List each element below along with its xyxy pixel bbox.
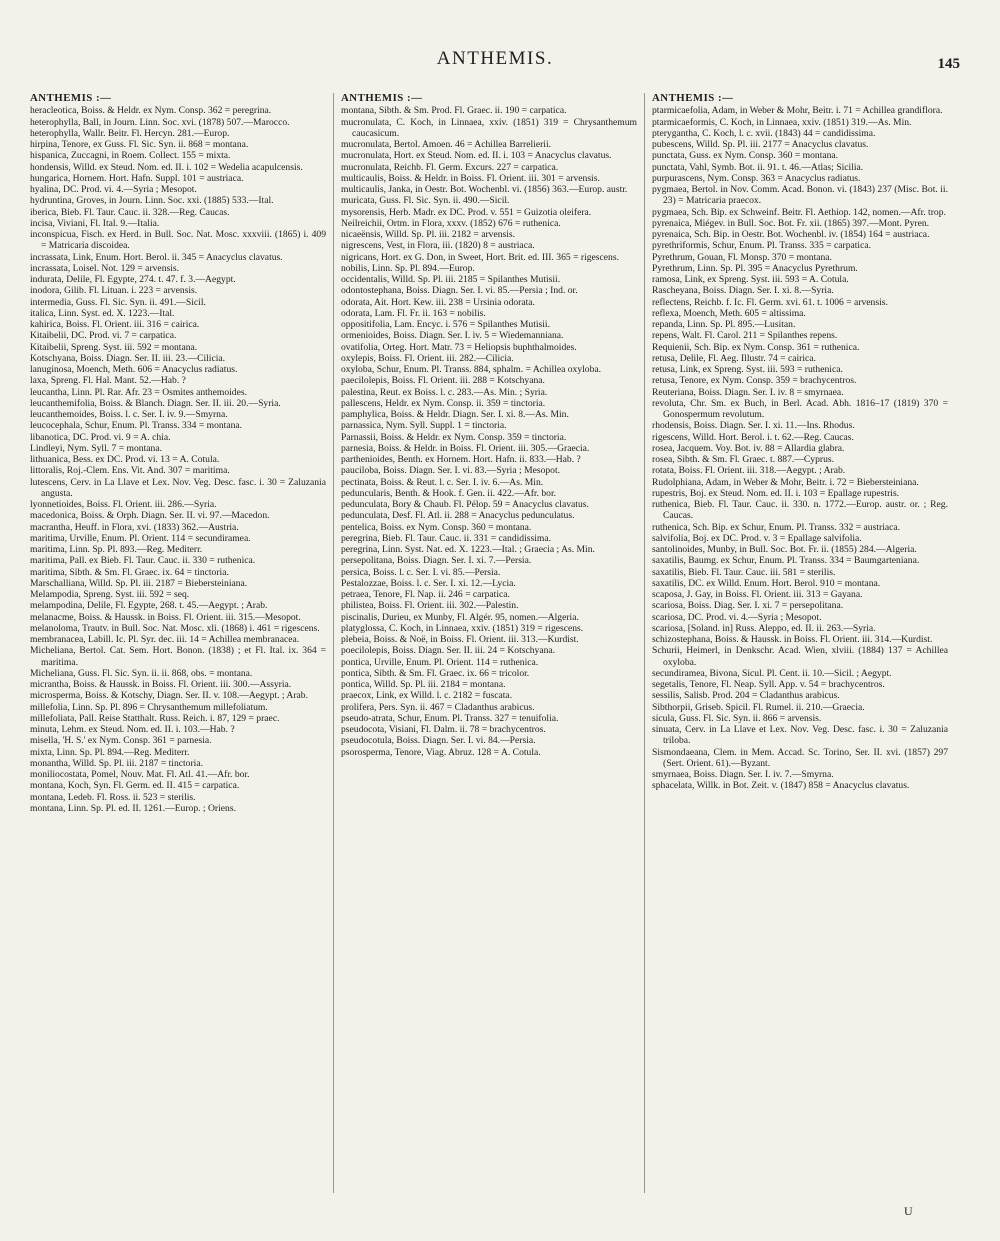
synonym-entry: pontica, Urville, Enum. Pl. Orient. 114 = ruthenica. [341,656,539,668]
synonym-entry: Micheliana, Guss. Fl. Sic. Syn. ii. ii. 868, obs. = montana. [30,667,253,679]
synonym-entry: lithuanica, Bess. ex DC. Prod. vi. 13 = A. Cotula. [30,454,220,465]
synonym-entry: odontostephana, Boiss. Diagn. Ser. I. vi. 85.—Persia ; Ind. or. [341,285,578,297]
synonym-entry: kahirica, Boiss. Fl. Orient. iii. 316 = cairica. [30,319,200,330]
synonym-entry: ptarmicaefolia, Adam, in Weber & Mohr, Beitr. i. 71 = Achillea grandiflora. [652,105,943,117]
synonym-entry: pontica, Sibth. & Sm. Fl. Graec. ix. 66 = tricolor. [341,667,530,679]
synonym-entry: incrassata, Link, Enum. Hort. Berol. ii. 345 = Anacyclus clavatus. [30,251,283,263]
synonym-entry: Lindleyi, Nym. Syll. 7 = montana. [30,442,162,454]
synonym-entry: hondensis, Willd. ex Steud. Nom. ed. II. i. 102 = Wedelia acapulcensis. [30,161,303,173]
synonym-entry: persica, Boiss. l. c. Ser. I. vi. 85.—Persia. [341,566,501,578]
synonym-entry: muricata, Guss. Fl. Sic. Syn. ii. 490.—Sicil. [341,195,510,207]
synonym-entry: iberica, Bieb. Fl. Taur. Cauc. ii. 328.—Reg. Caucas. [30,206,230,218]
synonym-entry: mysorensis, Herb. Madr. ex DC. Prod. v. 551 = Guizotia oleifera. [341,206,592,218]
synonym-entry: pygmaea, Sch. Bip. ex Schweinf. Beitr. Fl. Aethiop. 142, nomen.—Afr. trop. [652,206,946,218]
synonym-entry: millefoliata, Pall. Reise Statthalt. Russ. Reich. i. 87, 129 = praec. [30,712,280,724]
synonym-entry: saxatilis, DC. ex Willd. Enum. Hort. Berol. 910 = montana. [652,577,881,589]
synonym-entry: inodora, Gilib. Fl. Lituan. i. 223 = arvensis. [30,285,198,297]
synonym-entry: multicaulis, Janka, in Oestr. Bot. Wochenbl. vi. (1856) 363.—Europ. austr. [341,184,628,195]
synonym-entry: micrantha, Boiss. & Haussk. in Boiss. Fl. Orient. iii. 300.—Assyria. [30,679,292,690]
synonym-entry: pamphylica, Boiss. & Heldr. Diagn. Ser. I. xi. 8.—As. Min. [341,409,569,420]
column-heading: ANTHEMIS :— [341,93,423,104]
synonym-entry: pyrenaica, Sch. Bip. in Oestr. Bot. Wochenbl. iv. (1854) 164 = austriaca. [652,229,930,240]
synonym-entry: microsperma, Boiss. & Kotschy, Diagn. Ser. II. v. 108.—Aegypt. ; Arab. [30,690,309,702]
synonym-entry: rotata, Boiss. Fl. Orient. iii. 318.—Aegypt. ; Arab. [652,465,846,477]
synonym-entry: minuta, Lehm. ex Steud. Nom. ed. II. i. 103.—Hab. ? [30,724,235,735]
synonym-entry: pyrethriformis, Schur, Enum. Pl. Transs. 335 = carpatica. [652,240,871,252]
synonym-entry: pedunculata, Bory & Chaub. Fl. Pélop. 59 = Anacyclus clavatus. [341,499,589,510]
synonym-entry: misella, 'H. S.' ex Nym. Consp. 361 = parnesia. [30,735,212,747]
synonym-entry: retusa, Delile, Fl. Aeg. Illustr. 74 = cairica. [652,352,816,364]
synonym-entry: platyglossa, C. Koch, in Linnaea, xxiv. (1851) 319 = rigescens. [341,622,584,634]
synonym-entry: pallescens, Heldr. ex Nym. Consp. ii. 359 = tinctoria. [341,397,546,409]
synonym-entry: Rudolphiana, Adam, in Weber & Mohr, Beitr. i. 72 = Biebersteiniana. [652,476,919,488]
synonym-entry: rigescens, Willd. Hort. Berol. i. t. 62.—Reg. Caucas. [652,431,854,443]
synonym-entry: ruthenica, Sch. Bip. ex Schur, Enum. Pl. Transs. 332 = austriaca. [652,521,901,533]
synonym-entry: punctata, Vahl, Symb. Bot. ii. 91. t. 46.—Atlas; Sicilia. [652,161,864,173]
synonym-entry: ramosa, Link, ex Spreng. Syst. iii. 593 = A. Cotula. [652,274,849,285]
synonym-entry: indurata, Delile, Fl. Egypte, 274. t. 47. f. 3.—Aegypt. [30,274,236,285]
synonym-entry: maritima, Pall. ex Bieb. Fl. Taur. Cauc. ii. 330 = ruthenica. [30,555,256,567]
synonym-entry: purpurascens, Nym. Consp. 363 = Anacyclus radiatus. [652,172,861,184]
synonym-entry: rosea, Jacquem. Voy. Bot. iv. 88 = Allardia glabra. [652,442,845,454]
synonym-entry: melanoloma, Trautv. in Bull. Soc. Nat. Mosc. xli. (1868) i. 461 = rigescens. [30,622,320,634]
synonym-entry: psorosperma, Tenore, Viag. Abruz. 128 = A. Cotula. [341,746,541,758]
synonym-entry: prolifera, Pers. Syn. ii. 467 = Cladanthus arabicus. [341,701,535,713]
column-heading: ANTHEMIS :— [652,93,734,104]
synonym-entry: nicaeënsis, Willd. Sp. Pl. iii. 2182 = arvensis. [341,229,516,240]
synonym-entry: santolinoides, Munby, in Bull. Soc. Bot. Fr. ii. (1855) 284.—Algeria. [652,544,917,555]
synonym-entry: Melampodia, Spreng. Syst. iii. 592 = seq. [30,589,190,600]
synonym-entry: peregrina, Linn. Syst. Nat. ed. X. 1223.—Ital. ; Graecia ; As. Min. [341,544,595,555]
synonym-entry: melampodina, Delile, Fl. Egypte, 268. t. 45.—Aegypt. ; Arab. [30,600,268,612]
synonym-entry: salvifolia, Boj. ex DC. Prod. v. 3 = Epallage salvifolia. [652,532,862,544]
synonym-entry: Pyrethrum, Linn. Sp. Pl. 395 = Anacyclus Pyrethrum. [652,262,858,274]
synonym-entry: Micheliana, Bertol. Cat. Sem. Hort. Bonon. (1838) ; et Fl. Ital. ix. 364 = maritima. [30,645,326,668]
synonym-entry: macedonica, Boiss. & Orph. Diagn. Ser. II. vi. 97.—Macedon. [30,510,270,522]
synonym-entry: sicula, Guss. Fl. Sic. Syn. ii. 866 = arvensis. [652,712,822,724]
running-head: ANTHEMIS. [436,48,554,69]
synonym-entry: hydruntina, Groves, in Journ. Linn. Soc. xxi. (1885) 533.—Ital. [30,195,274,207]
synonym-entry: montana, Linn. Sp. Pl. ed. II. 1261.—Europ. ; Oriens. [30,802,236,814]
synonym-entry: Pyrethrum, Gouan, Fl. Monsp. 370 = montana. [652,251,832,263]
synonym-entry: palestina, Reut. ex Boiss. l. c. 283.—As. Min. ; Syria. [341,386,548,398]
synonym-entry: pentelica, Boiss. ex Nym. Consp. 360 = montana. [341,521,532,533]
synonym-entry: peregrina, Bieb. Fl. Taur. Cauc. ii. 331 = candidissima. [341,532,551,544]
synonym-entry: montana, Sibth. & Sm. Prod. Fl. Graec. ii. 190 = carpatica. [341,105,567,117]
synonym-entry: membranacea, Labill. Ic. Pl. Syr. dec. iii. 14 = Achillea membranacea. [30,634,300,645]
synonym-entry: pubescens, Willd. Sp. Pl. iii. 2177 = Anacyclus clavatus. [652,139,869,150]
synonym-entry: intermedia, Guss. Fl. Sic. Syn. ii. 491.—Sicil. [30,296,206,308]
synonym-entry: lutescens, Cerv. in La Llave et Lex. Nov. Veg. Desc. fasc. i. 30 = Zaluzania angusta. [30,476,326,499]
synonym-entry: hirpina, Tenore, ex Guss. Fl. Sic. Syn. ii. 868 = montana. [30,139,249,150]
column-heading: ANTHEMIS :— [30,93,112,104]
synonym-entry: heracleotica, Boiss. & Heldr. ex Nym. Consp. 362 = peregrina. [30,105,272,117]
synonym-entry: millefolia, Linn. Sp. Pl. 896 = Chrysanthemum millefoliatum. [30,701,268,713]
synonym-entry: pseudocotula, Boiss. Diagn. Ser. I. vi. 84.—Persia. [341,735,536,747]
synonym-entry: revoluta, Chr. Sm. ex Buch, in Berl. Acad. Abh. 1816–17 (1819) 370 = Gonospermum revolutum. [652,397,948,420]
synonym-entry: oxyloba, Schur, Enum. Pl. Transs. 884, sphalm. = Achillea oxyloba. [341,364,602,375]
synonym-entry: littoralis, Roj.-Clem. Ens. Vit. And. 307 = maritima. [30,465,230,477]
synonym-entry: maritima, Urville, Enum. Pl. Orient. 114 = secundiramea. [30,532,251,544]
synonym-entry: monantha, Willd. Sp. Pl. iii. 2187 = tinctoria. [30,757,203,769]
synonym-entry: Kitaibelii, Spreng. Syst. iii. 592 = montana. [30,341,198,353]
synonym-entry: ptarmicaeformis, C. Koch, in Linnaea, xxiv. (1851) 319.—As. Min. [652,116,912,128]
synonym-entry: ovatifolia, Orteg. Hort. Matr. 73 = Heliopsis buphthalmoides. [341,341,577,353]
synonym-entry: nigricans, Hort. ex G. Don, in Sweet, Hort. Brit. ed. III. 365 = rigescens. [341,251,619,263]
synonym-entry: pyrenaica, Miégev. in Bull. Soc. Bot. Fr. xii. (1865) 397.—Mont. Pyren. [652,217,930,229]
synonym-entry: macrantha, Heuff. in Flora, xvi. (1833) 362.—Austria. [30,521,239,533]
synonym-entry: scariosa, [Soland. in] Russ. Aleppo, ed. II. ii. 263.—Syria. [652,622,876,634]
synonym-entry: rupestris, Boj. ex Steud. Nom. ed. II. i. 103 = Epallage rupestris. [652,487,900,499]
synonym-entry: montana, Ledeb. Fl. Ross. ii. 523 = sterilis. [30,791,196,803]
synonym-entry: Marschalliana, Willd. Sp. Pl. iii. 2187 = Biebersteiniana. [30,577,248,589]
synonym-entry: leucanthemoides, Boiss. l. c. Ser. I. iv. 9.—Smyrna. [30,409,228,420]
synonym-entry: heterophylla, Ball, in Journ. Linn. Soc. xvi. (1878) 507.—Marocco. [30,116,290,128]
synonym-entry: parthenioides, Benth. ex Hornem. Hort. Hafn. ii. 833.—Hab. ? [341,454,581,465]
synonym-entry: saxatilis, Baumg. ex Schur, Enum. Pl. Transs. 334 = Baumgarteniana. [652,555,920,567]
synonym-entry: odorata, Lam. Fl. Fr. ii. 163 = nobilis. [341,307,486,319]
page-number: 145 [937,56,960,72]
synonym-entry: leucocephala, Schur, Enum. Pl. Transs. 334 = montana. [30,420,243,432]
synonym-entry: inconspicua, Fisch. ex Herd. in Bull. Soc. Nat. Mosc. xxxviii. (1865) i. 409 = Matricaria discoidea. [30,229,326,252]
synonym-entry: plebeia, Boiss. & Noë, in Boiss. Fl. Orient. iii. 313.—Kurdist. [341,634,579,645]
synonym-entry: leucantha, Linn. Pl. Rar. Afr. 23 = Osmites anthemoides. [30,386,247,398]
synonym-entry: pseudo-atrata, Schur, Enum. Pl. Transs. 327 = tenuifolia. [341,712,559,724]
signature-mark: U [904,1204,913,1218]
synonym-entry: segetalis, Tenore, Fl. Neap. Syll. App. v. 54 = brachycentros. [652,679,885,690]
synonym-entry: sinuata, Cerv. in La Llave et Lex. Nov. Veg. Desc. fasc. i. 30 = Zaluzania triloba. [652,724,948,747]
synonym-entry: Reuteriana, Boiss. Diagn. Ser. I. iv. 8 = smyrnaea. [652,386,844,398]
column-2 [341,93,637,1213]
synonym-entry: occidentalis, Willd. Sp. Pl. iii. 2185 = Spilanthes Mutisii. [341,274,561,285]
synonym-entry: pedunculata, Desf. Fl. Atl. ii. 288 = Anacyclus pedunculatus. [341,510,575,522]
synonym-entry: maritima, Sibth. & Sm. Fl. Graec. ix. 64 = tinctoria. [30,566,229,578]
synonym-entry: incisa, Viviani, Fl. Ital. 9.—Italia. [30,217,160,229]
text-columns [30,93,960,1213]
synonym-entry: ormenioides, Boiss. Diagn. Ser. I. iv. 5 = Wiedemanniana. [341,330,564,342]
column-divider [333,93,334,1193]
synonym-entry: melanacme, Boiss. & Haussk. in Boiss. Fl. Orient. iii. 315.—Mesopot. [30,611,301,623]
synonym-entry: poecilolepis, Boiss. Diagn. Ser. II. iii. 24 = Kotschyana. [341,645,556,657]
synonym-entry: reflexa, Moench, Meth. 605 = altissima. [652,307,806,319]
synonym-entry: pectinata, Boiss. & Reut. l. c. Ser. I. iv. 6.—As. Min. [341,476,544,488]
synonym-entry: pauciloba, Boiss. Diagn. Ser. I. vi. 83.—Syria ; Mesopot. [341,465,561,477]
synonym-entry: hungarica, Hornem. Hort. Hafn. Suppl. 101 = austriaca. [30,172,244,184]
synonym-entry: laxa, Spreng. Fl. Hal. Mant. 52.—Hab. ? [30,375,186,387]
synonym-entry: Sismondaeana, Clem. in Mem. Accad. Sc. Torino, Ser. II. xvi. (1857) 297 (Sert. Orient. 61).—Byzant. [652,746,948,769]
synonym-entry: heterophylla, Wallr. Beitr. Fl. Hercyn. 281.—Europ. [30,127,230,139]
synonym-entry: pygmaea, Bertol. in Nov. Comm. Acad. Bonon. vi. (1843) 237 (Misc. Bot. ii. 23) = Matricaria praecox. [652,184,948,207]
synonym-entry: punctata, Guss. ex Nym. Consp. 360 = montana. [652,150,839,162]
synonym-entry: lanuginosa, Moench, Meth. 606 = Anacyclus radiatus. [30,364,238,375]
synonym-entry: italica, Linn. Syst. ed. X. 1223.—Ital. [30,307,175,319]
synonym-entry: persepolitana, Boiss. Diagn. Ser. I. xi. 7.—Persia. [341,555,532,567]
synonym-entry: scaposa, J. Gay, in Boiss. Fl. Orient. iii. 313 = Gayana. [652,589,863,600]
synonym-entry: oxylepis, Boiss. Fl. Orient. iii. 282.—Cilicia. [341,352,514,364]
page-header [30,48,960,80]
synonym-entry: retusa, Tenore, ex Nym. Consp. 359 = brachycentros. [652,375,857,387]
synonym-entry: petraea, Tenore, Fl. Nap. ii. 246 = carpatica. [341,589,510,600]
synonym-entry: sphacelata, Willk. in Bot. Zeit. v. (1847) 858 = Anacyclus clavatus. [652,780,910,792]
synonym-entry: libanotica, DC. Prod. vi. 9 = A. chia. [30,431,171,443]
column-divider [644,93,645,1193]
synonym-entry: parnassica, Nym. Syll. Suppl. 1 = tinctoria. [341,420,507,432]
synonym-entry: Kotschyana, Boiss. Diagn. Ser. II. iii. 23.—Cilicia. [30,352,226,364]
column-3 [652,93,948,1213]
synonym-entry: hyalina, DC. Prod. vi. 4.—Syria ; Mesopot. [30,184,197,195]
synonym-entry: repens, Walt. Fl. Carol. 211 = Spilanthes repens. [652,330,838,342]
synonym-entry: paecilolepis, Boiss. Fl. Orient. iii. 288 = Kotschyana. [341,375,545,387]
synonym-entry: ruthenica, Bieb. Fl. Taur. Cauc. ii. 330. n. 1772.—Europ. austr. or. ; Reg. Caucas. [652,499,948,522]
synonym-entry: smyrnaea, Boiss. Diagn. Ser. I. iv. 7.—Smyrna. [652,769,834,780]
synonym-entry: moniliocostata, Pomel, Nouv. Mat. Fl. Atl. 41.—Afr. bor. [30,769,250,780]
synonym-entry: schizostephana, Boiss. & Haussk. in Boiss. Fl. Orient. iii. 314.—Kurdist. [652,634,933,645]
synonym-entry: praecox, Link, ex Willd. l. c. 2182 = fuscata. [341,690,513,702]
synonym-entry: nobilis, Linn. Sp. Pl. 894.—Europ. [341,262,475,274]
synonym-entry: Schurii, Heimerl, in Denkschr. Acad. Wien, xlviii. (1884) 137 = Achillea oxyloba. [652,645,948,668]
synonym-entry: piscinalis, Durieu, ex Munby, Fl. Algér. 95, nomen.—Algeria. [341,611,579,623]
synonym-entry: parnesia, Boiss. & Heldr. in Boiss. Fl. Orient. iii. 305.—Graecia. [341,442,590,454]
synonym-entry: reflectens, Reichb. f. Ic. Fl. Germ. xvi. 61. t. 1006 = arvensis. [652,296,888,308]
synonym-entry: scariosa, DC. Prod. vi. 4.—Syria ; Mesopot. [652,611,822,623]
synonym-entry: oppositifolia, Lam. Encyc. i. 576 = Spilanthes Mutisii. [341,319,550,330]
synonym-entry: pterygantha, C. Koch, l. c. xvii. (1843) 44 = candidissima. [652,127,876,139]
synonym-entry: hispanica, Zuccagni, in Roem. Collect. 155 = mixta. [30,150,231,162]
synonym-entry: saxatilis, Bieb. Fl. Taur. Cauc. iii. 581 = sterilis. [652,566,836,578]
synonym-entry: retusa, Link, ex Spreng. Syst. iii. 593 = ruthenica. [652,364,843,375]
synonym-entry: rhodensis, Boiss. Diagn. Ser. I. xi. 11.—Ins. Rhodus. [652,420,855,432]
synonym-entry: sessilis, Salisb. Prod. 204 = Cladanthus arabicus. [652,690,840,702]
synonym-entry: repanda, Linn. Sp. Pl. 895.—Lusitan. [652,319,796,330]
synonym-entry: Rascheyana, Boiss. Diagn. Ser. I. xi. 8.—Syria. [652,285,834,297]
synonym-entry: maritima, Linn. Sp. Pl. 893.—Reg. Mediterr. [30,544,203,555]
synonym-entry: mucronulata, Reichb. Fl. Germ. Excurs. 227 = carpatica. [341,161,559,173]
synonym-entry: mixta, Linn. Sp. Pl. 894.—Reg. Mediterr. [30,746,190,758]
synonym-entry: montana, Koch, Syn. Fl. Germ. ed. II. 415 = carpatica. [30,780,240,792]
synonym-entry: incrassata, Loisel. Not. 129 = arvensis. [30,262,180,274]
column-1 [30,93,326,1213]
synonym-entry: Parnassii, Boiss. & Heldr. ex Nym. Consp. 359 = tinctoria. [341,431,567,443]
synonym-entry: scariosa, Boiss. Diag. Ser. I. xi. 7 = persepolitana. [652,600,844,612]
synonym-entry: odorata, Ait. Hort. Kew. iii. 238 = Ursinia odorata. [341,296,535,308]
synonym-entry: nigrescens, Vest, in Flora, iii. (1820) 8 = austriaca. [341,240,535,252]
synonym-entry: Neilreichii, Ortm. in Flora, xxxv. (1852) 676 = ruthenica. [341,217,561,229]
synonym-entry: Requienii, Sch. Bip. ex Nym. Consp. 361 = ruthenica. [652,341,860,353]
synonym-entry: mucronulata, C. Koch, in Linnaea, xxiv. (1851) 319 = Chrysanthemum caucasicum. [341,116,637,139]
synonym-entry: mucronulata, Bertol. Amoen. 46 = Achillea Barrelierii. [341,139,552,150]
synonym-entry: Sibthorpii, Griseb. Spicil. Fl. Rumel. ii. 210.—Graecia. [652,701,865,713]
synonym-entry: peduncularis, Benth. & Hook. f. Gen. ii. 422.—Afr. bor. [341,487,557,499]
synonym-entry: secundiramea, Bivona, Sicul. Pl. Cent. ii. 10.—Sicil. ; Aegypt. [652,667,892,679]
synonym-entry: mucronulata, Hort. ex Steud. Nom. ed. II. i. 103 = Anacyclus clavatus. [341,150,612,162]
synonym-entry: lyonnetioides, Boiss. Fl. Orient. iii. 286.—Syria. [30,499,217,510]
synonym-entry: rosea, Sibth. & Sm. Fl. Graec. t. 887.—Cyprus. [652,454,835,465]
synonym-entry: leucanthemifolia, Boiss. & Blanch. Diagn. Ser. II. iii. 20.—Syria. [30,397,281,409]
synonym-entry: philistea, Boiss. Fl. Orient. iii. 302.—Palestin. [341,600,519,612]
synonym-entry: Kitaibelii, DC. Prod. vi. 7 = carpatica. [30,330,177,342]
synonym-entry: pontica, Willd. Sp. Pl. iii. 2184 = montana. [341,679,506,690]
synonym-entry: pseudocota, Visiani, Fl. Dalm. ii. 78 = brachycentros. [341,724,546,735]
synonym-entry: Pestalozzae, Boiss. l. c. Ser. I. xi. 12.—Lycia. [341,577,516,589]
synonym-entry: multicaulis, Boiss. & Heldr. in Boiss. Fl. Orient. iii. 301 = arvensis. [341,172,600,184]
